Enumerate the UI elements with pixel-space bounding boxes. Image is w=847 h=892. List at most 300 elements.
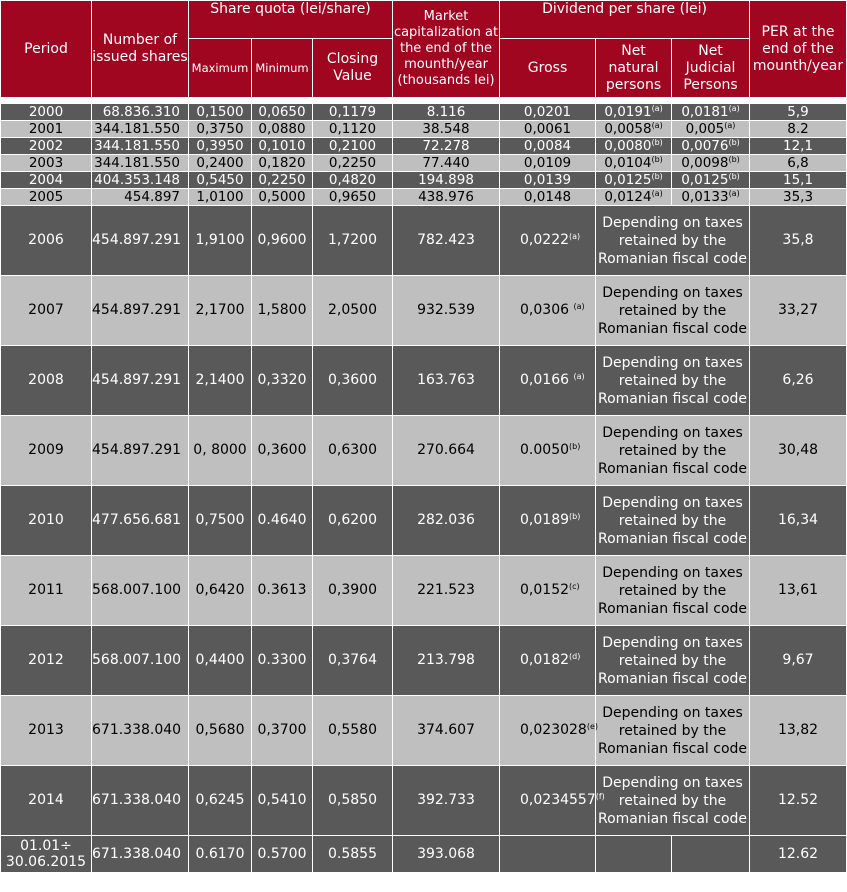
footnote-marker: (a) [573, 302, 585, 311]
footnote-marker: (a) [651, 189, 663, 198]
gross-value: 0,0148 [523, 189, 572, 205]
market-cap-cell [393, 626, 500, 696]
closing-cell [313, 276, 393, 346]
minimum-value: 0.3613 [257, 582, 307, 598]
net-judicial-value: 0,005 [685, 121, 725, 137]
issued-shares-cell [92, 766, 189, 836]
maximum-cell [189, 172, 252, 189]
net-dividend-note-cell [596, 556, 750, 626]
net-judicial-cell [672, 104, 750, 121]
footnote-marker: (b) [728, 155, 740, 164]
issued-shares-value: 404.353.148 [94, 172, 180, 188]
minimum-cell [252, 155, 313, 172]
market-cap-cell [393, 121, 500, 138]
footnote-marker: (c) [569, 582, 580, 591]
period-value: 2003 [28, 155, 64, 171]
header-net-natural-persons: Net natural persons [596, 39, 672, 98]
market-cap-value: 392.733 [417, 792, 475, 808]
period-line: 30.06.2015 [5, 854, 87, 870]
minimum-cell [252, 121, 313, 138]
net-natural-cell [596, 121, 672, 138]
minimum-value: 0,9600 [257, 232, 307, 248]
header-dividend: Dividend per share (lei) [500, 1, 750, 39]
maximum-value: 2,1700 [195, 302, 245, 318]
market-cap-cell [393, 276, 500, 346]
per-cell [750, 416, 847, 486]
issued-shares-cell [92, 172, 189, 189]
gross-cell [500, 104, 596, 121]
minimum-cell [252, 766, 313, 836]
net-judicial-cell [672, 836, 750, 873]
closing-cell [313, 104, 393, 121]
minimum-cell [252, 346, 313, 416]
gross-value: 0,0222 [520, 232, 570, 248]
table-row [1, 276, 847, 346]
per-cell [750, 138, 847, 155]
per-cell [750, 189, 847, 206]
gross-value: 0,0109 [523, 155, 572, 171]
period-value: 2000 [28, 104, 64, 120]
period-cell [1, 346, 92, 416]
period-value: 2012 [28, 652, 64, 668]
market-cap-value: 932.539 [417, 302, 475, 318]
footnote-marker: (a) [651, 104, 663, 113]
closing-cell [313, 626, 393, 696]
period-cell [1, 486, 92, 556]
maximum-cell [189, 206, 252, 276]
net-judicial-cell [672, 189, 750, 206]
market-cap-cell [393, 416, 500, 486]
per-cell [750, 276, 847, 346]
per-cell [750, 766, 847, 836]
period-cell [1, 416, 92, 486]
table-row [1, 189, 847, 206]
maximum-cell: 0.6170 [189, 836, 252, 873]
period-cell [1, 276, 92, 346]
gross-cell [500, 346, 596, 416]
closing-cell [313, 155, 393, 172]
net-dividend-note-cell [596, 766, 750, 836]
issued-shares-cell [92, 556, 189, 626]
per-cell [750, 486, 847, 556]
issued-shares-cell [92, 206, 189, 276]
closing-value: 0,3764 [328, 652, 377, 668]
net-dividend-note-cell [596, 276, 750, 346]
tax-note-text: Depending on taxes retained by the Romanian fiscal code [597, 494, 748, 547]
maximum-value: 0,5680 [195, 722, 245, 738]
closing-value: 0,9650 [328, 189, 377, 205]
gross-cell [500, 121, 596, 138]
period-value: 2008 [28, 372, 64, 388]
gross-value: 0,023028 [520, 722, 587, 738]
table-row [1, 836, 847, 873]
market-cap-value: 438.976 [418, 189, 474, 205]
closing-value: 2,0500 [328, 302, 377, 318]
net-dividend-note-cell [596, 346, 750, 416]
minimum-value: 1,5800 [257, 302, 307, 318]
tax-note-text: Depending on taxes retained by the Romanian fiscal code [597, 564, 748, 617]
net-natural-cell [596, 172, 672, 189]
issued-shares-cell [92, 416, 189, 486]
header-period: Period [1, 1, 92, 98]
closing-value: 0,5580 [328, 722, 377, 738]
per-cell [750, 556, 847, 626]
period-value: 2014 [28, 792, 64, 808]
closing-cell [313, 172, 393, 189]
closing-value: 0,3900 [328, 582, 377, 598]
per-value: 13,61 [777, 582, 819, 598]
net-judicial-cell [672, 121, 750, 138]
market-cap-cell: 393.068 [393, 836, 500, 873]
gross-cell [500, 626, 596, 696]
per-value: 35,3 [782, 189, 814, 205]
issued-shares-value: 344.181.550 [94, 121, 180, 137]
closing-cell [313, 138, 393, 155]
gross-value: 0,0306 [520, 302, 574, 318]
issued-shares-value: 671.338.040 [92, 792, 182, 808]
gross-value: 0,0139 [523, 172, 572, 188]
net-dividend-note-cell [596, 416, 750, 486]
tax-note-text: Depending on taxes retained by the Romanian fiscal code [597, 704, 748, 757]
maximum-value: 1,9100 [195, 232, 245, 248]
table-row [1, 486, 847, 556]
closing-value: 0,6300 [328, 442, 377, 458]
minimum-cell [252, 104, 313, 121]
net-natural-cell [596, 104, 672, 121]
closing-cell [313, 766, 393, 836]
footnote-marker: (a) [573, 372, 585, 381]
tax-note-text: Depending on taxes retained by the Romanian fiscal code [597, 634, 748, 687]
footnote-marker: (b) [651, 138, 663, 147]
minimum-value: 0,3600 [257, 442, 307, 458]
maximum-cell [189, 189, 252, 206]
net-judicial-cell [672, 172, 750, 189]
closing-cell [313, 696, 393, 766]
period-cell [1, 556, 92, 626]
table-row [1, 626, 847, 696]
footnote-marker: (b) [569, 512, 581, 521]
net-dividend-note-cell [596, 696, 750, 766]
closing-value: 0,6200 [328, 512, 377, 528]
market-cap-cell [393, 486, 500, 556]
period-cell [1, 104, 92, 121]
minimum-value: 0,1820 [258, 155, 306, 171]
gross-cell [500, 172, 596, 189]
tax-note-text: Depending on taxes retained by the Romanian fiscal code [597, 774, 748, 827]
period-cell [1, 138, 92, 155]
gross-cell [500, 206, 596, 276]
footnote-marker: (d) [569, 652, 581, 661]
issued-shares-cell [92, 346, 189, 416]
per-value: 5,9 [787, 104, 809, 120]
market-cap-value: 194.898 [418, 172, 474, 188]
issued-shares-cell [92, 626, 189, 696]
net-judicial-value: 0,0125 [681, 172, 729, 188]
market-cap-value: 72.278 [422, 138, 470, 154]
table-row [1, 104, 847, 121]
minimum-cell [252, 626, 313, 696]
net-natural-value: 0,0124 [604, 189, 652, 205]
minimum-value: 0,3320 [257, 372, 307, 388]
footnote-marker: (b) [728, 138, 740, 147]
gross-value: 0,0201 [523, 104, 572, 120]
table-row [1, 138, 847, 155]
minimum-cell [252, 138, 313, 155]
market-cap-value: 270.664 [417, 442, 475, 458]
maximum-value: 0,6420 [195, 582, 245, 598]
maximum-cell [189, 486, 252, 556]
closing-cell [313, 556, 393, 626]
per-value: 30,48 [777, 442, 819, 458]
minimum-cell [252, 276, 313, 346]
minimum-value: 0,1010 [258, 138, 306, 154]
issued-shares-cell [92, 696, 189, 766]
issued-shares-value: 568.007.100 [92, 652, 182, 668]
closing-value: 1,7200 [328, 232, 377, 248]
net-natural-cell [596, 155, 672, 172]
net-natural-value: 0,0104 [604, 155, 652, 171]
issued-shares-value: 454.897 [124, 189, 180, 205]
market-cap-cell [393, 155, 500, 172]
table-row [1, 696, 847, 766]
header-per: PER at the end of the mounth/year [750, 1, 847, 98]
table-row [1, 556, 847, 626]
issued-shares-value: 568.007.100 [92, 582, 182, 598]
gross-value: 0,0234557 [520, 792, 596, 808]
issued-shares-value: 454.897.291 [92, 372, 182, 388]
issued-shares-value: 454.897.291 [92, 442, 182, 458]
market-cap-value: 38.548 [422, 121, 470, 137]
gross-cell [500, 766, 605, 836]
issued-shares-cell [92, 155, 189, 172]
gross-cell [500, 155, 596, 172]
period-value: 2013 [28, 722, 64, 738]
per-cell [750, 346, 847, 416]
minimum-cell [252, 556, 313, 626]
period-cell [1, 836, 92, 873]
closing-cell [313, 206, 393, 276]
maximum-cell [189, 346, 252, 416]
minimum-cell [252, 206, 313, 276]
per-value: 15,1 [782, 172, 814, 188]
table-row [1, 346, 847, 416]
issued-shares-cell [92, 189, 189, 206]
table-row [1, 121, 847, 138]
maximum-cell [189, 626, 252, 696]
gross-value: 0,0061 [523, 121, 572, 137]
issued-shares-cell [92, 104, 189, 121]
gross-value: 0,0182 [520, 652, 570, 668]
maximum-cell [189, 121, 252, 138]
minimum-value: 0.3300 [257, 652, 307, 668]
footnote-marker: (a) [728, 104, 740, 113]
closing-value: 0,2100 [328, 138, 377, 154]
maximum-cell [189, 276, 252, 346]
header-maximum: Maximum [189, 39, 252, 98]
period-value: 2011 [28, 582, 64, 598]
market-cap-value: 374.607 [417, 722, 475, 738]
per-value: 9,67 [782, 652, 814, 668]
maximum-value: 0,7500 [195, 512, 245, 528]
per-value: 12,1 [782, 138, 814, 154]
minimum-cell: 0.5700 [252, 836, 313, 873]
net-natural-value: 0,0191 [604, 104, 652, 120]
closing-cell [313, 121, 393, 138]
footnote-marker: (b) [651, 155, 663, 164]
minimum-value: 0,5410 [257, 792, 307, 808]
per-value: 12.52 [777, 792, 819, 808]
gross-cell [500, 416, 596, 486]
closing-value: 0,2250 [328, 155, 377, 171]
gross-cell [500, 276, 596, 346]
period-cell [1, 766, 92, 836]
period-value: 2007 [28, 302, 64, 318]
footnote-marker: (e) [586, 722, 598, 731]
gross-value: 0.0050 [520, 442, 570, 458]
period-cell [1, 626, 92, 696]
issued-shares-cell [92, 121, 189, 138]
net-natural-value: 0,0058 [604, 121, 652, 137]
gross-cell [500, 696, 596, 766]
gross-cell [500, 486, 596, 556]
issued-shares-cell [92, 138, 189, 155]
period-value: 2001 [28, 121, 64, 137]
market-cap-cell [393, 172, 500, 189]
net-judicial-cell [672, 155, 750, 172]
issued-shares-value: 671.338.040 [92, 722, 182, 738]
maximum-value: 0,2400 [196, 155, 244, 171]
net-natural-cell [596, 189, 672, 206]
tax-note-text: Depending on taxes retained by the Romanian fiscal code [597, 214, 748, 267]
footnote-marker: (b) [651, 172, 663, 181]
closing-cell [313, 346, 393, 416]
net-judicial-cell [672, 138, 750, 155]
issued-shares-value: 344.181.550 [94, 155, 180, 171]
period-cell [1, 155, 92, 172]
tax-note-text: Depending on taxes retained by the Romanian fiscal code [597, 284, 748, 337]
closing-value: 0,1179 [328, 104, 377, 120]
header-market-cap: Market capitalization at the end of the mounth/year (thousands lei) [393, 1, 500, 98]
per-value: 6,26 [782, 372, 814, 388]
issued-shares-cell: 671.338.040 [92, 836, 189, 873]
per-cell [750, 696, 847, 766]
footnote-marker: (a) [651, 121, 663, 130]
market-cap-value: 163.763 [417, 372, 475, 388]
net-judicial-value: 0,0098 [681, 155, 729, 171]
issued-shares-value: 344.181.550 [94, 138, 180, 154]
closing-cell: 0.5855 [313, 836, 393, 873]
gross-value: 0,0166 [520, 372, 574, 388]
table-row [1, 766, 847, 836]
period-value: 2009 [28, 442, 64, 458]
net-judicial-value: 0,0133 [681, 189, 729, 205]
maximum-cell [189, 104, 252, 121]
tax-note-text: Depending on taxes retained by the Romanian fiscal code [597, 424, 748, 477]
closing-cell [313, 486, 393, 556]
market-cap-value: 221.523 [417, 582, 475, 598]
minimum-cell [252, 189, 313, 206]
net-natural-cell [596, 836, 672, 873]
maximum-value: 0,3950 [196, 138, 244, 154]
footnote-marker: (b) [569, 442, 581, 451]
market-cap-value: 213.798 [417, 652, 475, 668]
header-share-quota: Share quota (lei/share) [189, 1, 393, 39]
period-cell [1, 696, 92, 766]
issued-shares-value: 477.656.681 [92, 512, 182, 528]
maximum-value: 0,3750 [196, 121, 244, 137]
period-cell [1, 121, 92, 138]
minimum-value: 0,5000 [258, 189, 306, 205]
per-cell [750, 172, 847, 189]
per-cell: 12.62 [750, 836, 847, 873]
issued-shares-value: 454.897.291 [92, 232, 182, 248]
header-issued-shares: Number of issued shares [92, 1, 189, 98]
market-cap-cell [393, 104, 500, 121]
table-row [1, 172, 847, 189]
issued-shares-value: 68.836.310 [102, 104, 180, 120]
footnote-marker: (a) [728, 189, 740, 198]
maximum-value: 0,6245 [195, 792, 245, 808]
period-cell [1, 189, 92, 206]
footnote-marker: (f) [595, 792, 605, 801]
per-value: 33,27 [777, 302, 819, 318]
period-value: 2005 [28, 189, 64, 205]
per-value: 13,82 [777, 722, 819, 738]
issued-shares-value: 454.897.291 [92, 302, 182, 318]
net-natural-cell [596, 138, 672, 155]
period-cell [1, 206, 92, 276]
tax-note-text: Depending on taxes retained by the Romanian fiscal code [597, 354, 748, 407]
footnote-marker: (a) [724, 121, 736, 130]
maximum-value: 1,0100 [196, 189, 244, 205]
maximum-cell [189, 766, 252, 836]
market-cap-cell [393, 206, 500, 276]
issued-shares-cell [92, 486, 189, 556]
per-cell [750, 121, 847, 138]
period-cell [1, 172, 92, 189]
closing-value: 0,5850 [328, 792, 377, 808]
closing-value: 0,3600 [328, 372, 377, 388]
per-value: 8.2 [787, 121, 809, 137]
gross-value: 0,0152 [520, 582, 570, 598]
closing-value: 0,1120 [328, 121, 377, 137]
minimum-cell [252, 416, 313, 486]
market-cap-cell [393, 138, 500, 155]
maximum-value: 0,1500 [196, 104, 244, 120]
maximum-cell [189, 556, 252, 626]
net-judicial-value: 0,0181 [681, 104, 729, 120]
per-value: 35,8 [782, 232, 814, 248]
maximum-value: 0, 8000 [193, 442, 247, 458]
period-line: 01.01÷ [20, 838, 72, 854]
minimum-cell [252, 172, 313, 189]
market-cap-value: 77.440 [422, 155, 470, 171]
market-cap-value: 282.036 [417, 512, 475, 528]
maximum-cell [189, 138, 252, 155]
market-cap-cell [393, 556, 500, 626]
minimum-value: 0,2250 [258, 172, 306, 188]
market-cap-cell [393, 189, 500, 206]
net-natural-value: 0,0125 [604, 172, 652, 188]
maximum-cell [189, 696, 252, 766]
per-cell [750, 626, 847, 696]
table-row [1, 416, 847, 486]
per-value: 6,8 [787, 155, 809, 171]
footnote-marker: (a) [569, 232, 581, 241]
footnote-marker: (b) [728, 172, 740, 181]
header-gross: Gross [500, 39, 596, 98]
gross-cell [500, 189, 596, 206]
